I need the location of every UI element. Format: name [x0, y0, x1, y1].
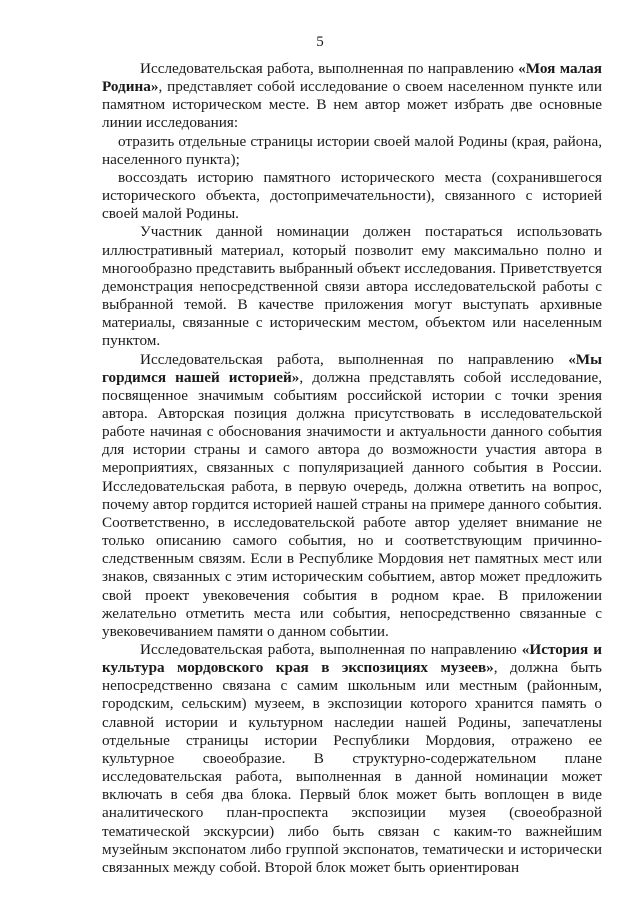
- paragraph-text: Исследовательская работа, выполненная по направлению: [140, 350, 569, 368]
- paragraph-my-small-homeland: [102, 60, 602, 133]
- paragraph-proud-of-history: [102, 351, 602, 642]
- list-item: отразить отдельные страницы истории своей малой Родины (края, района, населенного пункта);: [102, 132, 602, 168]
- paragraph-text: Исследовательская работа, выполненная по направлению: [140, 60, 519, 77]
- direction-title: «Моя малая Родина»: [102, 60, 602, 96]
- paragraph-museum-expositions: [102, 641, 602, 877]
- paragraph-text: Исследовательская работа, выполненная по направлению: [140, 641, 522, 658]
- direction-title: «Мы гордимся нашей историей»: [102, 350, 602, 386]
- direction-title: «История и культура мордовского края в экспозициях музеев»: [102, 641, 603, 677]
- document-body: [102, 60, 602, 877]
- list-item: воссоздать историю памятного исторического места (сохранившегося исторического объекта, достопримечательности), связанного с историей своей малой Родины.: [102, 168, 602, 223]
- paragraph-text: , должна быть непосредственно связана с самим школьным или местным (районным, городским, сельским) музеем, в экспозиции которого хранится память о славной истории и культурном наследии нашей Родины, запечатлены отдельные страницы истории Республики Мордовия, отражено ее культурное своеобразие. В структурно-содержательном плане исследовательская работа, выполненная в данной номинации может включать в себя два блока. Первый блок может быть воплощен в виде аналитического план-проспекта экспозиции музея (своеобразной тематической экскурсии) либо быть связан с каким-то важнейшим музейным экспонатом либо группой экспонатов, тематически и исторически связанных между собой. Второй блок может быть ориентирован: [102, 659, 602, 876]
- page-number: 5: [316, 34, 324, 50]
- paragraph-text: , должна представлять собой исследование, посвященное значимым событиям российской истории с точки зрения автора. Авторская позиция должна присутствовать в исследовательской работе начиная с обоснования значимости и актуальности данного события для истории страны и самого автора до возможности участия автора в мероприятиях, связанных с популяризацией данного события в России. Исследовательская работа, в первую очередь, должна ответить на вопрос, почему автор гордится историей нашей страны на примере данного события. Соответственно, в исследовательской работе автор уделяет внимание не только описанию самого события, но и соответствующим причинно-следственным связям. Если в Республике Мордовия нет памятных мест или знаков, связанных с этим историческим событием, автор может предложить свой проект увековечения события в родном крае. В приложении желательно отметить места или события, непосредственно связанные с увековечиванием памяти о данном событии.: [102, 368, 602, 640]
- paragraph-text: , представляет собой исследование о своем населенном пункте или памятном историческом месте. В нем автор может избрать две основные линии исследования:: [102, 78, 602, 132]
- paragraph-participant: Участник данной номинации должен постараться использовать иллюстративный материал, который позволит ему максимально полно и многообразно представить выбранный объект исследования. Приветствуется демонстрация непосредственной связи автора исследовательской работы с выбранной темой. В качестве приложения могут выступать архивные материалы, связанные с историческим местом, объектом или населенным пунктом.: [102, 223, 602, 350]
